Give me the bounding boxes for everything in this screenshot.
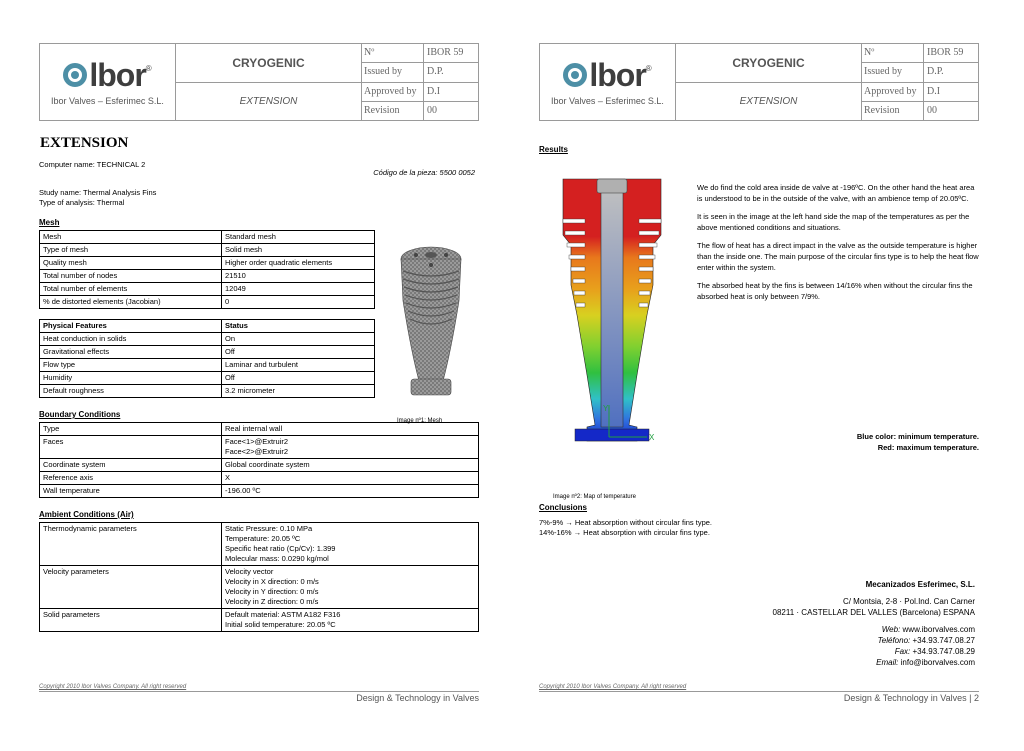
part-code: Código de la pieza: 5500 0052: [373, 168, 475, 177]
axis-y-label: Y: [603, 404, 609, 413]
table-cell-label: Heat conduction in solids: [40, 333, 222, 346]
meta-key: Approved by: [362, 83, 424, 101]
table-cell-value: 21510: [222, 270, 375, 283]
results-paragraph: The flow of heat has a direct impact in the valve as the outside temperature is higher than the inside one. The main purpose of the circular fins type is to help the heat flow enter within the system.: [697, 241, 979, 272]
page-title: EXTENSION: [40, 135, 129, 151]
table-row: [40, 472, 479, 485]
results-text: [697, 182, 979, 309]
table-cell-value: Static Pressure: 0.10 MPa Temperature: 20.05 ºC Specific heat ratio (Cp/Cv): 1.399 Molecular mass: 0.0290 kg/mol: [222, 523, 479, 566]
table-row: [40, 423, 479, 436]
computer-name: Computer name: TECHNICAL 2: [39, 160, 146, 169]
mesh-image: [391, 241, 479, 424]
table-cell-value: Default material: ASTM A182 F316 Initial solid temperature: 20.05 ºC: [222, 609, 479, 632]
copyright-link[interactable]: Copyright 2010 Ibor Valves Company. All right reserved: [39, 684, 187, 690]
temperature-map-image: [553, 175, 667, 505]
table-cell-value: 0: [222, 296, 375, 309]
axis-x-label: X: [649, 433, 655, 442]
table-row: [40, 333, 375, 346]
copyright-link[interactable]: Copyright 2010 Ibor Valves Company. All right reserved: [539, 684, 687, 690]
table-row: [40, 485, 479, 498]
table-row: [40, 523, 479, 566]
page-footer: [39, 684, 479, 703]
meta-value: D.I: [427, 85, 441, 97]
mesh-table: [39, 230, 375, 309]
table-cell-value: Laminar and turbulent: [222, 359, 375, 372]
table-row: [40, 359, 375, 372]
table-cell-label: Physical Features: [40, 320, 222, 333]
table-cell-value: Standard mesh: [222, 231, 375, 244]
physical-features-table: [39, 319, 375, 398]
header-title: CRYOGENIC: [676, 44, 861, 83]
logo-subtitle: Ibor Valves – Esferimec S.L.: [51, 96, 164, 106]
header-meta: [862, 44, 978, 120]
table-cell-value: Higher order quadratic elements: [222, 257, 375, 270]
table-cell-label: Humidity: [40, 372, 222, 385]
header-title: CRYOGENIC: [176, 44, 361, 83]
table-row: [40, 372, 375, 385]
mesh-section-title: Mesh: [39, 218, 60, 227]
meta-key: Nº: [362, 44, 424, 62]
page-header: [539, 43, 979, 121]
logo-block: [40, 44, 176, 120]
header-subtitle: EXTENSION: [739, 95, 798, 107]
table-row: [40, 566, 479, 609]
company-name: Mecanizados Esferimec, S.L.: [865, 580, 975, 589]
document-page-2: [539, 43, 979, 708]
meta-value: D.I: [927, 85, 941, 97]
table-cell-value: Off: [222, 346, 375, 359]
ibor-logo-icon: lbor ®: [563, 60, 651, 90]
web-link[interactable]: www.iborvalves.com: [902, 625, 975, 634]
table-cell-value: 3.2 micrometer: [222, 385, 375, 398]
table-cell-label: Velocity parameters: [40, 566, 222, 609]
conclusions-block: [539, 493, 712, 538]
page-footer: [539, 684, 979, 703]
results-paragraph: It is seen in the image at the left hand side the map of the temperatures as per the above mentioned conditions and situations.: [697, 212, 970, 232]
table-row: [40, 609, 479, 632]
meta-value: D.P.: [927, 66, 944, 78]
table-row: [40, 296, 375, 309]
meta-key: Nº: [862, 44, 924, 62]
header-title-block: [176, 44, 362, 120]
table-row: [40, 385, 375, 398]
fax-label: Fax:: [894, 647, 911, 656]
table-cell-label: Wall temperature: [40, 485, 222, 498]
meta-value: 00: [927, 104, 937, 116]
ambient-conditions-table: [39, 522, 479, 632]
table-cell-label: Quality mesh: [40, 257, 222, 270]
table-cell-label: % de distorted elements (Jacobian): [40, 296, 222, 309]
image-caption: Image nº2: Map of temperature: [553, 494, 636, 500]
table-cell-label: Flow type: [40, 359, 222, 372]
web-label: Web:: [881, 625, 901, 634]
table-row: [40, 244, 375, 257]
header-title-block: [676, 44, 862, 120]
table-header-row: [40, 320, 375, 333]
table-row: [40, 283, 375, 296]
company-contact: [773, 579, 975, 668]
table-cell-value: On: [222, 333, 375, 346]
table-cell-label: Solid parameters: [40, 609, 222, 632]
table-cell-label: Mesh: [40, 231, 222, 244]
conclusions-section-title: Conclusions: [539, 503, 588, 512]
fax-value: +34.93.747.08.29: [912, 647, 975, 656]
table-cell-label: Gravitational effects: [40, 346, 222, 359]
table-row: [40, 257, 375, 270]
document-page-1: [39, 43, 479, 708]
table-cell-value: 12049: [222, 283, 375, 296]
table-row: [40, 231, 375, 244]
results-paragraph: The absorbed heat by the fins is between 14/16% when without the circular fins the absorbed heat is only between 7/9%.: [697, 281, 973, 301]
table-cell-label: Total number of elements: [40, 283, 222, 296]
table-cell-label: Coordinate system: [40, 459, 222, 472]
email-link[interactable]: info@iborvalves.com: [900, 658, 975, 667]
table-cell-value: Status: [222, 320, 375, 333]
results-paragraph: We do find the cold area inside de valve at -196ºC. On the other hand the heat area is understood to be in the outside of the valve, with an ambience temp of 20.05ºC.: [697, 183, 975, 203]
ambient-section-title: Ambient Conditions (Air): [39, 510, 134, 519]
meta-key: Issued by: [862, 63, 924, 81]
table-cell-value: Face<1>@Extruir2 Face<2>@Extruir2: [222, 436, 479, 459]
table-cell-label: Type of mesh: [40, 244, 222, 257]
footer-tagline: Design & Technology in Valves: [356, 693, 479, 703]
boundary-conditions-table: [39, 422, 479, 498]
analysis-type: Type of analysis: Thermal: [39, 198, 125, 207]
table-row: [40, 270, 375, 283]
email-label: Email:: [876, 658, 899, 667]
mesh-model-icon: [391, 241, 479, 411]
image-caption: Image nº1: Mesh: [397, 418, 443, 424]
meta-key: Revision: [362, 102, 424, 120]
header-subtitle: EXTENSION: [239, 95, 298, 107]
meta-key: Approved by: [862, 83, 924, 101]
table-cell-label: Total number of nodes: [40, 270, 222, 283]
temperature-map-icon: [557, 175, 667, 465]
study-name: Study name: Thermal Analysis Fins: [39, 188, 157, 197]
table-cell-label: Default roughness: [40, 385, 222, 398]
table-cell-value: X: [222, 472, 479, 485]
legend-notes: [857, 431, 979, 453]
logo-block: [540, 44, 676, 120]
table-row: [40, 459, 479, 472]
red-note: Red: maximum temperature.: [877, 443, 979, 452]
meta-key: Issued by: [362, 63, 424, 81]
phone-label: Teléfono:: [877, 636, 911, 645]
table-cell-label: Thermodynamic parameters: [40, 523, 222, 566]
phone-value: +34.93.747.08.27: [912, 636, 975, 645]
address-line: C/ Montsia, 2-8 · Pol.Ind. Can Carner: [842, 597, 975, 606]
header-meta: [362, 44, 478, 120]
table-cell-value: Off: [222, 372, 375, 385]
table-row: [40, 346, 375, 359]
ibor-logo-icon: lbor ®: [63, 60, 151, 90]
table-cell-value: -196.00 ºC: [222, 485, 479, 498]
meta-value: 00: [427, 104, 437, 116]
table-cell-value: Real internal wall: [222, 423, 479, 436]
boundary-section-title: Boundary Conditions: [39, 410, 121, 419]
table-cell-label: Type: [40, 423, 222, 436]
conclusion-item: 7%-9% → Heat absorption without circular fins type.: [539, 518, 712, 527]
meta-value: IBOR 59: [427, 47, 464, 58]
blue-note: Blue color: minimum temperature.: [856, 432, 979, 441]
logo-subtitle: Ibor Valves – Esferimec S.L.: [551, 96, 664, 106]
table-cell-label: Reference axis: [40, 472, 222, 485]
table-cell-value: Velocity vector Velocity in X direction: 0 m/s Velocity in Y direction: 0 m/s Velocity in Z direction: 0 m/s: [222, 566, 479, 609]
table-cell-value: Global coordinate system: [222, 459, 479, 472]
page-header: [39, 43, 479, 121]
conclusion-item: 14%-16% → Heat absorption with circular fins type.: [539, 528, 710, 537]
results-section-title: Results: [539, 145, 568, 154]
table-row: [40, 436, 479, 459]
table-cell-value: Solid mesh: [222, 244, 375, 257]
meta-key: Revision: [862, 102, 924, 120]
meta-value: IBOR 59: [927, 47, 964, 58]
table-cell-label: Faces: [40, 436, 222, 459]
address-line: 08211 · CASTELLAR DEL VALLES (Barcelona) ESPANA: [772, 608, 975, 617]
footer-tagline: Design & Technology in Valves | 2: [843, 693, 979, 703]
meta-value: D.P.: [427, 66, 444, 78]
